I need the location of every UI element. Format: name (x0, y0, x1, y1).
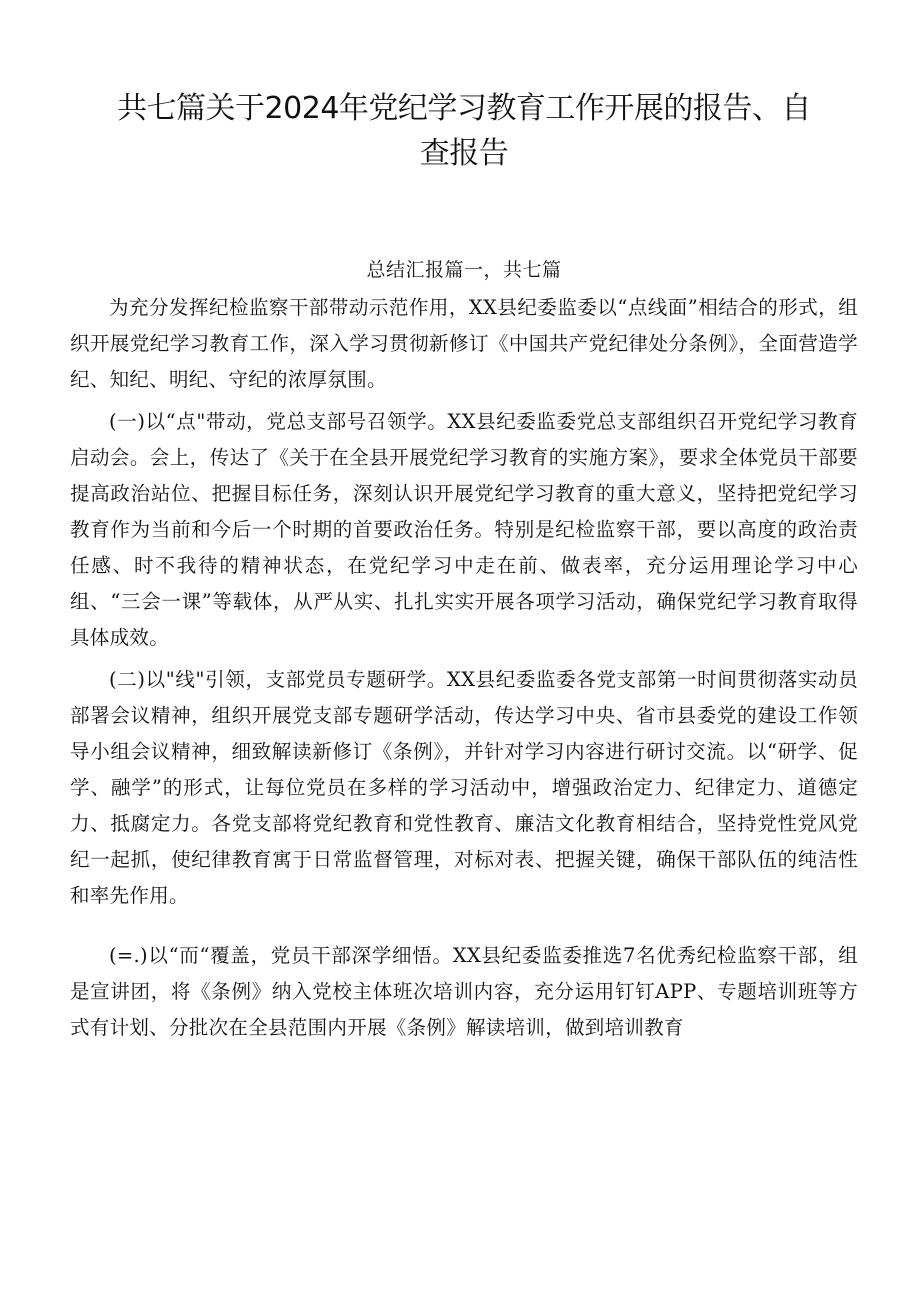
paragraph-intro: 为充分发挥纪检监察干部带动示范作用，XX县纪委监委以“点线面”相结合的形式，组织开展党纪学习教育工作，深入学习贯彻新修订《中国共产党纪律处分条例》，全面营造学纪、知纪、明纪、守纪的浓厚氛围。 (70, 296, 858, 391)
paragraph-section-one: (一)以“点"带动，党总支部号召领学。XX县纪委监委党总支部组织召开党纪学习教育启动会。会上，传达了《关于在全县开展党纪学习教育的实施方案》，要求全体党员干部要提高政治站位、把握目标任务，深刻认识开展党纪学习教育的重大意义，坚持把党纪学习教育作为当前和今后一个时期的首要政治任务。特别是纪检监察干部，要以高度的政治责任感、时不我待的精神状态，在党纪学习中走在前、做表率，充分运用理论学习中心组、“三会一课”等载体，从严从实、扎扎实实开展各项学习活动，确保党纪学习教育取得具体成效。 (70, 410, 858, 649)
paragraph-section-three: (=.)以“而“覆盖，党员干部深学细悟。XX县纪委监委推选7名优秀纪检监察干部，组是宣讲团，将《条例》纳入党校主体班次培训内容，充分运用钉钉APP、专题培训班等方式有计划、分批次在全县范围内开展《条例》解读培训，做到培训教育 (70, 944, 858, 1039)
document-title: 共七篇关于2024年党纪学习教育工作开展的报告、自查报告 (117, 91, 811, 171)
document-subtitle: 总结汇报篇一，共七篇 (366, 259, 562, 281)
paragraph-section-two: (二)以"线"引领，支部党员专题研学。XX县纪委监委各党支部第一时间贯彻落实动员部署会议精神，组织开展党支部专题研学活动，传达学习中央、省市县委党的建设工作领导小组会议精神，细致解读新修订《条例》，并针对学习内容进行研讨交流。以“研学、促学、融学”的形式，让每位党员在多样的学习活动中，增强政治定力、纪律定力、道德定力、抵腐定力。各党支部将党纪教育和党性教育、廉洁文化教育相结合，坚持党性党风党纪一起抓，使纪律教育寓于日常监督管理，对标对表、把握关键，确保干部队伍的纯洁性和率先作用。 (70, 668, 858, 907)
